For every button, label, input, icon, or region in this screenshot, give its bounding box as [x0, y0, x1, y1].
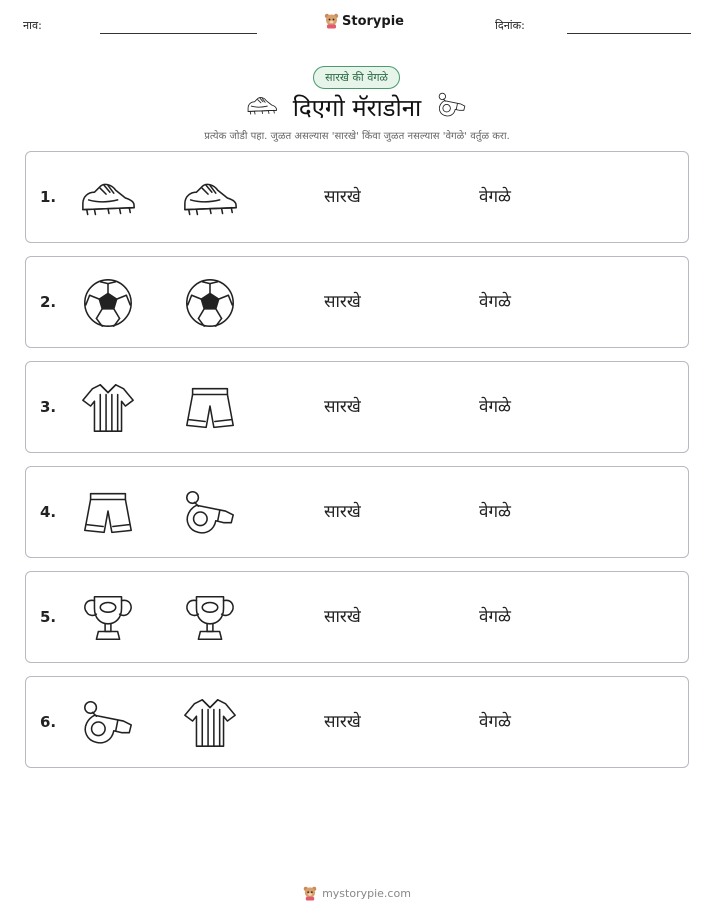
cleat-icon [79, 170, 137, 226]
different-option[interactable]: वेगळे [479, 292, 511, 312]
different-option[interactable]: वेगळे [479, 397, 511, 417]
question-card-1 [25, 151, 689, 243]
different-option[interactable]: वेगळे [479, 187, 511, 207]
same-option[interactable]: सारखे [324, 397, 361, 417]
title-whistle-icon [435, 90, 469, 124]
same-option[interactable]: सारखे [324, 292, 361, 312]
category-badge: सारखे की वेगळे [313, 66, 400, 89]
same-option[interactable]: सारखे [324, 607, 361, 627]
trophy-icon [181, 590, 239, 646]
footer [0, 886, 714, 901]
jersey-icon [181, 695, 239, 751]
name-field[interactable] [100, 33, 257, 34]
question-card-2 [25, 256, 689, 348]
shorts-icon [79, 485, 137, 541]
whistle-icon [79, 695, 137, 751]
question-card-4 [25, 466, 689, 558]
question-number: 3. [40, 398, 57, 416]
title-row [0, 90, 714, 124]
shorts-icon [181, 380, 239, 436]
different-option[interactable]: वेगळे [479, 712, 511, 732]
question-number: 5. [40, 608, 57, 626]
question-card-5 [25, 571, 689, 663]
name-label: नाव: [23, 19, 42, 32]
cleat-icon [181, 170, 239, 226]
bear-logo-icon [324, 13, 339, 29]
brand-logo [324, 13, 404, 29]
title-cleat-icon [245, 90, 279, 124]
instructions: प्रत्येक जोडी पहा. जुळत असल्यास 'सारखे' किंवा जुळत नसल्यास 'वेगळे' वर्तुळ करा. [204, 131, 510, 142]
date-field[interactable] [567, 33, 691, 34]
question-number: 1. [40, 188, 57, 206]
different-option[interactable]: वेगळे [479, 607, 511, 627]
question-number: 4. [40, 503, 57, 521]
bear-logo-icon [303, 886, 317, 901]
footer-url: mystorypie.com [322, 887, 411, 900]
question-card-6 [25, 676, 689, 768]
question-number: 2. [40, 293, 57, 311]
same-option[interactable]: सारखे [324, 187, 361, 207]
page-title: दिएगो मॅराडोना [292, 93, 422, 122]
soccer-ball-icon [79, 275, 137, 331]
whistle-icon [181, 485, 239, 541]
same-option[interactable]: सारखे [324, 502, 361, 522]
date-label: दिनांक: [495, 19, 525, 32]
trophy-icon [79, 590, 137, 646]
question-number: 6. [40, 713, 57, 731]
jersey-icon [79, 380, 137, 436]
different-option[interactable]: वेगळे [479, 502, 511, 522]
question-card-3 [25, 361, 689, 453]
brand-name: Storypie [342, 13, 404, 29]
same-option[interactable]: सारखे [324, 712, 361, 732]
soccer-ball-icon [181, 275, 239, 331]
